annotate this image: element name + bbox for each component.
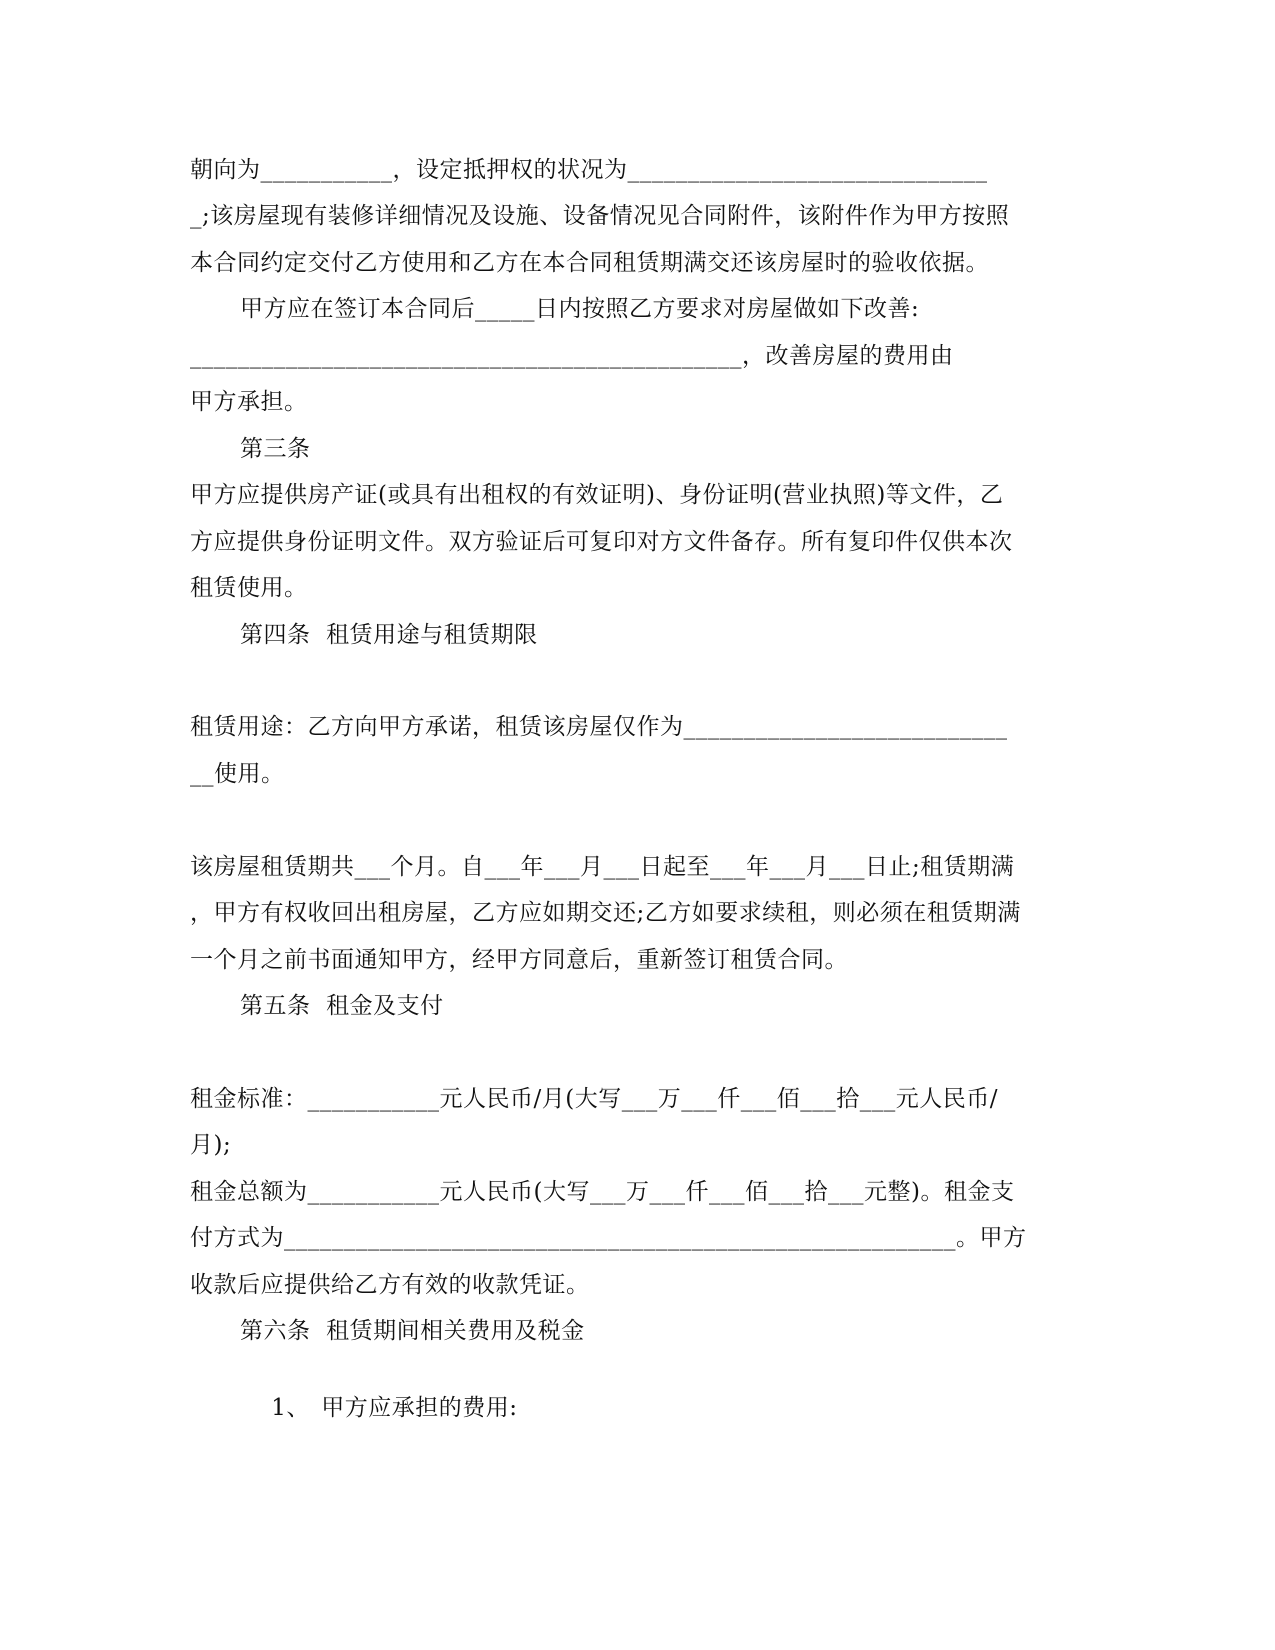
- text-line: __使用。: [190, 761, 285, 787]
- text-line: 租金标准：___________元人民币/月(大写___万___仟___佰___拾___元人民币/: [190, 1086, 998, 1112]
- text-line: 付方式为________________________________________________________。甲方: [190, 1225, 1027, 1251]
- list-item-text: 甲方应承担的费用:: [321, 1395, 518, 1421]
- text-line: 租金总额为___________元人民币(大写___万___仟___佰___拾___元整)。租金支: [190, 1179, 1015, 1205]
- text-line: 方应提供身份证明文件。双方验证后可复印对方文件备存。所有复印件仅供本次: [190, 529, 1013, 555]
- list-item-number: 1、: [271, 1395, 310, 1421]
- section-heading: 第五条 租金及支付: [240, 993, 444, 1019]
- list-item: [240, 1363, 1120, 1453]
- section-heading: 第六条 租赁期间相关费用及税金: [240, 1318, 585, 1344]
- text-line: _;该房屋现有装修详细情况及设施、设备情况见合同附件，该附件作为甲方按照: [190, 203, 1010, 229]
- text-line: 朝向为___________，设定抵押权的状况为______________________________: [190, 157, 988, 183]
- section-heading: 第四条 租赁用途与租赁期限: [240, 622, 538, 648]
- section-heading: 第三条: [240, 436, 311, 462]
- text-line: ，甲方有权收回出租房屋，乙方应如期交还;乙方如要求续租，则必须在租赁期满: [190, 900, 1021, 926]
- text-line: 月);: [190, 1132, 232, 1158]
- text-line: 租赁使用。: [190, 575, 308, 601]
- paragraph-line: 甲方应在签订本合同后_____日内按照乙方要求对房屋做如下改善:: [240, 296, 920, 322]
- text-line: ______________________________________________，改善房屋的费用由: [190, 343, 954, 369]
- text-line: 租赁用途：乙方向甲方承诺，租赁该房屋仅作为___________________________: [190, 714, 1008, 740]
- text-line: 甲方应提供房产证(或具有出租权的有效证明)、身份证明(营业执照)等文件，乙: [190, 482, 1004, 508]
- text-line: 收款后应提供给乙方有效的收款凭证。: [190, 1272, 590, 1298]
- text-line: 该房屋租赁期共___个月。自___年___月___日起至___年___月___日止;租赁期满: [190, 854, 1015, 880]
- text-line: 甲方承担。: [190, 389, 308, 415]
- text-line: 一个月之前书面通知甲方，经甲方同意后，重新签订租赁合同。: [190, 947, 848, 973]
- text-line: 本合同约定交付乙方使用和乙方在本合同租赁期满交还该房屋时的验收依据。: [190, 250, 989, 276]
